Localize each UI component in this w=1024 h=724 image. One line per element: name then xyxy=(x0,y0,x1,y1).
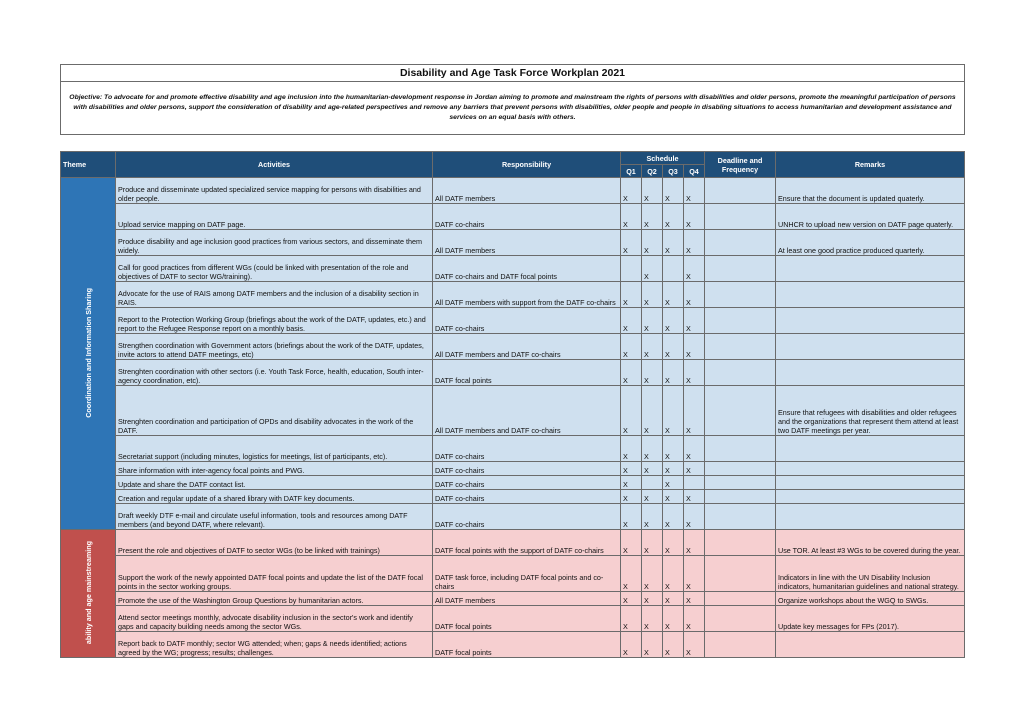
q4-cell: X xyxy=(684,556,705,592)
q1-cell: X xyxy=(621,476,642,490)
table-row xyxy=(61,230,965,256)
theme-label: Coordination and Information Sharing xyxy=(83,287,93,418)
deadline-cell xyxy=(705,490,776,504)
q2-cell xyxy=(642,476,663,490)
q2-cell: X xyxy=(642,204,663,230)
activity-cell: Update and share the DATF contact list. xyxy=(116,476,433,490)
activity-cell: Strenghten coordination with other sectors (i.e. Youth Task Force, health, education, South inter-agency coordination, etc). xyxy=(116,360,433,386)
table-row xyxy=(61,308,965,334)
q2-cell: X xyxy=(642,530,663,556)
deadline-cell xyxy=(705,530,776,556)
q2-cell: X xyxy=(642,256,663,282)
q4-cell: X xyxy=(684,490,705,504)
activity-cell: Strengthen coordination with Government actors (briefings about the work of the DATF, updates, invite actors to attend DATF meetings, etc) xyxy=(116,334,433,360)
remarks-cell: Organize workshops about the WGQ to SWGs. xyxy=(776,592,965,606)
q3-cell: X xyxy=(663,462,684,476)
responsibility-cell: DATF co-chairs xyxy=(433,490,621,504)
remarks-cell: Use TOR. At least #3 WGs to be covered during the year. xyxy=(776,530,965,556)
q2-cell: X xyxy=(642,360,663,386)
table-row xyxy=(61,606,965,632)
remarks-cell xyxy=(776,490,965,504)
deadline-cell xyxy=(705,592,776,606)
table-row xyxy=(61,504,965,530)
q1-cell: X xyxy=(621,632,642,658)
responsibility-cell: All DATF members and DATF co-chairs xyxy=(433,334,621,360)
q3-cell xyxy=(663,256,684,282)
q3-cell: X xyxy=(663,230,684,256)
q4-cell: X xyxy=(684,592,705,606)
remarks-cell xyxy=(776,334,965,360)
q3-cell: X xyxy=(663,556,684,592)
remarks-cell xyxy=(776,436,965,462)
activity-cell: Attend sector meetings monthly, advocate disability inclusion in the sector's work and identify gaps and capacity building needs among the sector WGs. xyxy=(116,606,433,632)
deadline-cell xyxy=(705,462,776,476)
deadline-cell xyxy=(705,282,776,308)
table-row xyxy=(61,360,965,386)
responsibility-cell: DATF focal points xyxy=(433,606,621,632)
q3-header: Q3 xyxy=(663,165,684,178)
q1-cell: X xyxy=(621,530,642,556)
q4-cell: X xyxy=(684,308,705,334)
q4-cell: X xyxy=(684,386,705,436)
activity-cell: Present the role and objectives of DATF to sector WGs (to be linked with trainings) xyxy=(116,530,433,556)
remarks-cell xyxy=(776,282,965,308)
q3-cell: X xyxy=(663,386,684,436)
objective-text: Objective: To advocate for and promote effective disability and age inclusion into the humanitarian-development response in Jordan aiming to promote and mainstream the rights of persons with disabilities and older persons, promote the meaningful participation of persons with disabilities and older persons, support the consideration of disability and age-related perspectives and remove any barriers that prevent persons with disabilities, older people and people in disabling situations to access humanitarian and development assistance and services on an equal basis with others. xyxy=(61,82,965,135)
q1-cell: X xyxy=(621,282,642,308)
q1-cell: X xyxy=(621,606,642,632)
responsibility-cell: DATF focal points xyxy=(433,632,621,658)
table-row xyxy=(61,204,965,230)
table-row xyxy=(61,462,965,476)
deadline-cell xyxy=(705,606,776,632)
theme-cell-coordination xyxy=(61,178,116,530)
responsibility-cell: DATF co-chairs xyxy=(433,436,621,462)
theme-cell-mainstreaming xyxy=(61,530,116,658)
q2-cell: X xyxy=(642,490,663,504)
q2-cell: X xyxy=(642,282,663,308)
q3-cell: X xyxy=(663,504,684,530)
deadline-cell xyxy=(705,436,776,462)
remarks-cell: Ensure that the document is updated quaterly. xyxy=(776,178,965,204)
responsibility-cell: All DATF members xyxy=(433,230,621,256)
deadline-cell xyxy=(705,556,776,592)
q2-cell: X xyxy=(642,504,663,530)
remarks-cell xyxy=(776,504,965,530)
q3-cell: X xyxy=(663,308,684,334)
table-row xyxy=(61,386,965,436)
q4-cell xyxy=(684,476,705,490)
theme-header: Theme xyxy=(61,152,116,178)
q3-cell: X xyxy=(663,178,684,204)
table-row xyxy=(61,256,965,282)
q1-cell xyxy=(621,256,642,282)
q1-cell: X xyxy=(621,334,642,360)
q2-cell: X xyxy=(642,632,663,658)
responsibility-cell: DATF task force, including DATF focal points and co-chairs xyxy=(433,556,621,592)
table-row xyxy=(61,476,965,490)
remarks-cell xyxy=(776,632,965,658)
q3-cell: X xyxy=(663,334,684,360)
responsibility-cell: DATF co-chairs xyxy=(433,476,621,490)
table-row xyxy=(61,632,965,658)
q2-cell: X xyxy=(642,386,663,436)
responsibility-cell: DATF co-chairs xyxy=(433,504,621,530)
spacer-row xyxy=(61,135,965,152)
q2-cell: X xyxy=(642,606,663,632)
q4-cell: X xyxy=(684,334,705,360)
responsibility-cell: All DATF members xyxy=(433,592,621,606)
q4-cell: X xyxy=(684,178,705,204)
workplan-document xyxy=(60,64,964,658)
responsibility-cell: DATF co-chairs and DATF focal points xyxy=(433,256,621,282)
remarks-cell: UNHCR to upload new version on DATF page quaterly. xyxy=(776,204,965,230)
q3-cell: X xyxy=(663,606,684,632)
q1-cell: X xyxy=(621,360,642,386)
workplan-rows xyxy=(61,178,965,658)
q4-cell: X xyxy=(684,606,705,632)
remarks-cell: Indicators in line with the UN Disability Inclusion indicators, humanitarian guidelines and national strategy. xyxy=(776,556,965,592)
q1-cell: X xyxy=(621,490,642,504)
q3-cell: X xyxy=(663,436,684,462)
q1-cell: X xyxy=(621,386,642,436)
table-row xyxy=(61,592,965,606)
activity-cell: Share information with inter-agency focal points and PWG. xyxy=(116,462,433,476)
q3-cell: X xyxy=(663,204,684,230)
activities-header: Activities xyxy=(116,152,433,178)
activity-cell: Draft weekly DTF e-mail and circulate useful information, tools and resources among DATF members (and beyond DATF, where relevant). xyxy=(116,504,433,530)
remarks-cell: Ensure that refugees with disabilities and older refugees and the organizations that represent them attend at least two DATF meetings per year. xyxy=(776,386,965,436)
responsibility-cell: All DATF members with support from the DATF co-chairs xyxy=(433,282,621,308)
responsibility-cell: All DATF members and DATF co-chairs xyxy=(433,386,621,436)
activity-cell: Creation and regular update of a shared library with DATF key documents. xyxy=(116,490,433,504)
deadline-cell xyxy=(705,230,776,256)
activity-cell: Advocate for the use of RAIS among DATF members and the inclusion of a disability section in RAIS. xyxy=(116,282,433,308)
table-row xyxy=(61,556,965,592)
responsibility-cell: DATF focal points xyxy=(433,360,621,386)
q2-cell: X xyxy=(642,462,663,476)
deadline-cell xyxy=(705,386,776,436)
deadline-cell xyxy=(705,178,776,204)
q4-cell: X xyxy=(684,256,705,282)
remarks-header: Remarks xyxy=(776,152,965,178)
q1-cell: X xyxy=(621,556,642,592)
q2-cell: X xyxy=(642,592,663,606)
remarks-cell xyxy=(776,462,965,476)
q4-cell: X xyxy=(684,230,705,256)
deadline-cell xyxy=(705,334,776,360)
activity-cell: Secretariat support (including minutes, logistics for meetings, list of participants, etc). xyxy=(116,436,433,462)
q4-cell: X xyxy=(684,530,705,556)
q1-cell: X xyxy=(621,308,642,334)
remarks-cell xyxy=(776,476,965,490)
remarks-cell xyxy=(776,360,965,386)
schedule-header: Schedule xyxy=(621,152,705,165)
workplan-table xyxy=(60,64,965,658)
table-row xyxy=(61,436,965,462)
activity-cell: Produce disability and age inclusion good practices from various sectors, and disseminate them widely. xyxy=(116,230,433,256)
q3-cell: X xyxy=(663,282,684,308)
deadline-cell xyxy=(705,360,776,386)
q1-cell: X xyxy=(621,462,642,476)
q2-cell: X xyxy=(642,556,663,592)
q1-cell: X xyxy=(621,204,642,230)
activity-cell: Call for good practices from different WGs (could be linked with presentation of the role and objectives of DATF to sector WG/training). xyxy=(116,256,433,282)
q4-cell: X xyxy=(684,204,705,230)
deadline-cell xyxy=(705,204,776,230)
deadline-cell xyxy=(705,308,776,334)
deadline-cell xyxy=(705,504,776,530)
q3-cell: X xyxy=(663,592,684,606)
table-row xyxy=(61,178,965,204)
table-row xyxy=(61,334,965,360)
activity-cell: Promote the use of the Washington Group Questions by humanitarian actors. xyxy=(116,592,433,606)
q4-cell: X xyxy=(684,282,705,308)
table-row xyxy=(61,282,965,308)
deadline-cell xyxy=(705,476,776,490)
q3-cell: X xyxy=(663,490,684,504)
activity-cell: Strenghten coordination and participation of OPDs and disability advocates in the work of the DATF. xyxy=(116,386,433,436)
responsibility-header: Responsibility xyxy=(433,152,621,178)
q1-cell: X xyxy=(621,436,642,462)
q3-cell: X xyxy=(663,632,684,658)
q1-cell: X xyxy=(621,178,642,204)
q3-cell: X xyxy=(663,360,684,386)
q3-cell: X xyxy=(663,530,684,556)
responsibility-cell: All DATF members xyxy=(433,178,621,204)
q1-header: Q1 xyxy=(621,165,642,178)
document-title: Disability and Age Task Force Workplan 2021 xyxy=(61,65,965,82)
q2-header: Q2 xyxy=(642,165,663,178)
q4-cell: X xyxy=(684,462,705,476)
q3-cell: X xyxy=(663,476,684,490)
q1-cell: X xyxy=(621,592,642,606)
activity-cell: Support the work of the newly appointed DATF focal points and update the list of the DATF focal points in the sector working groups. xyxy=(116,556,433,592)
deadline-cell xyxy=(705,256,776,282)
activity-cell: Upload service mapping on DATF page. xyxy=(116,204,433,230)
activity-cell: Produce and disseminate updated specialized service mapping for persons with disabilities and older people. xyxy=(116,178,433,204)
activity-cell: Report to the Protection Working Group (briefings about the work of the DATF, updates, etc.) and report to the Refugee Response report on a monthly basis. xyxy=(116,308,433,334)
q2-cell: X xyxy=(642,334,663,360)
remarks-cell xyxy=(776,308,965,334)
remarks-cell: Update key messages for FPs (2017). xyxy=(776,606,965,632)
q4-cell: X xyxy=(684,360,705,386)
responsibility-cell: DATF focal points with the support of DATF co-chairs xyxy=(433,530,621,556)
q4-cell: X xyxy=(684,504,705,530)
q4-cell: X xyxy=(684,436,705,462)
remarks-cell: At least one good practice produced quarterly. xyxy=(776,230,965,256)
deadline-header: Deadline and Frequency xyxy=(705,152,776,178)
activity-cell: Report back to DATF monthly; sector WG attended; when; gaps & needs identified; actions agreed by the WG; progress; results; challenges. xyxy=(116,632,433,658)
q2-cell: X xyxy=(642,178,663,204)
responsibility-cell: DATF co-chairs xyxy=(433,204,621,230)
q2-cell: X xyxy=(642,308,663,334)
responsibility-cell: DATF co-chairs xyxy=(433,308,621,334)
responsibility-cell: DATF co-chairs xyxy=(433,462,621,476)
table-row xyxy=(61,490,965,504)
remarks-cell xyxy=(776,256,965,282)
table-row xyxy=(61,530,965,556)
q2-cell: X xyxy=(642,230,663,256)
q4-cell: X xyxy=(684,632,705,658)
q4-header: Q4 xyxy=(684,165,705,178)
deadline-cell xyxy=(705,632,776,658)
q1-cell: X xyxy=(621,230,642,256)
q1-cell: X xyxy=(621,504,642,530)
theme-label: ability and age mainstreaming xyxy=(83,540,93,645)
q2-cell: X xyxy=(642,436,663,462)
